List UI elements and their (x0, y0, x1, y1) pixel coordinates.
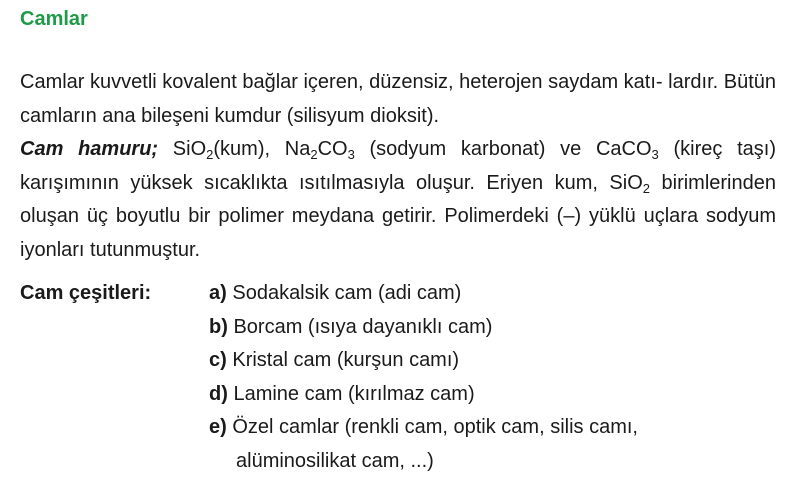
list-item (209, 277, 638, 311)
intro-line-2: lardır. Bütün camların ana bileşeni kumdur (silisyum dioksit). (20, 71, 777, 127)
item-text: Borcam (ısıya dayanıklı cam) (227, 315, 493, 338)
glass-paste-label: Cam hamuru; (20, 138, 159, 160)
list-item-continuation: alüminosilikat cam, ...) (236, 449, 434, 472)
item-letter: a) (209, 282, 227, 304)
paste-text-1: SiO (158, 138, 207, 160)
list-item (209, 311, 638, 345)
item-letter: b) (209, 315, 228, 338)
paste-text-6: birimlerinden oluşan üç boyutlu bir polimer meydana getirir. Polimerdeki (–) yüklü uçlara sodyum iyonları tutunmuştur. (20, 171, 776, 261)
subscript: 2 (642, 180, 651, 196)
item-text: Özel camlar (renkli cam, optik cam, silis camı, (226, 416, 638, 438)
list-item (209, 411, 638, 445)
subscript: 3 (347, 147, 355, 162)
item-letter: c) (209, 349, 227, 371)
subscript: 2 (310, 147, 318, 162)
item-text: Kristal cam (kurşun camı) (226, 349, 460, 371)
item-letter: e) (209, 416, 227, 438)
glass-paste-paragraph (20, 133, 776, 267)
subscript: 3 (651, 147, 659, 162)
glass-types-label: Cam çeşitleri: (20, 282, 152, 304)
paste-text-5: (kireç taşı) karışımının yüksek sıcaklıkta ısıtılmasıyla oluşur. Eriyen kum, SiO (20, 138, 776, 194)
paste-text-4: (sodyum karbonat) ve CaCO (354, 138, 652, 160)
item-letter: d) (209, 382, 228, 405)
intro-line-1: Camlar kuvvetli kovalent bağlar içeren, düzensiz, heterojen saydam katı- (20, 71, 663, 93)
list-item (209, 344, 638, 378)
item-text: Sodakalsik cam (adi cam) (226, 282, 462, 304)
intro-paragraph (20, 66, 776, 133)
paste-text-3: CO (317, 138, 348, 160)
item-text: Lamine cam (kırılmaz cam) (227, 382, 475, 405)
section-heading: Camlar (20, 8, 88, 30)
glass-types-list (209, 277, 638, 478)
paste-text-2: (kum), Na (213, 138, 311, 160)
subscript: 2 (206, 147, 214, 162)
list-item (209, 378, 638, 412)
